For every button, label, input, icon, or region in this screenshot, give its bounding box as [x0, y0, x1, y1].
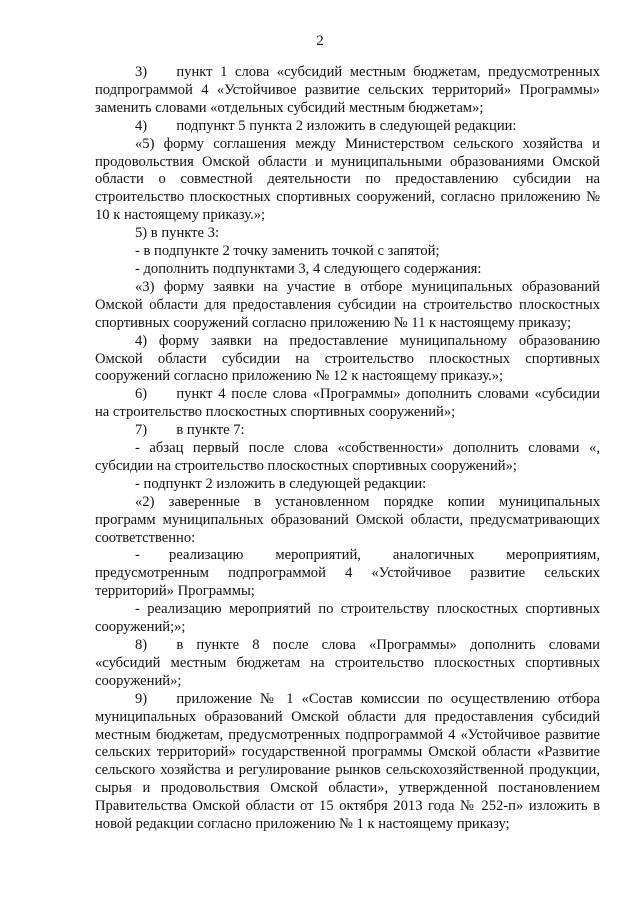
paragraph-item-4: 4) подпункт 5 пункта 2 изложить в следующей редакции: — [135, 117, 517, 134]
paragraph-dash-5: - реализацию мероприятий, аналогичных мероприятиям, предусмотренным подпрограммой 4 «Устойчивое развитие сельских территорий» Программы; — [95, 547, 600, 600]
document-body — [95, 64, 600, 834]
paragraph-dash-1: - в подпункте 2 точку заменить точкой с запятой; — [135, 243, 440, 260]
paragraph-quote-3: «3) форму заявки на участие в отборе муниципальных образований Омской области для предоставления субсидии на строительство плоскостных спортивных сооружений согласно приложению № 11 к настоящему приказу; — [95, 278, 600, 331]
paragraph-dash-2: - дополнить подпунктами 3, 4 следующего содержания: — [135, 260, 482, 277]
paragraph-item-5: 5) в пункте 3: — [135, 225, 220, 242]
paragraph-item-7: 7) в пункте 7: — [135, 422, 245, 439]
paragraph-quote-4: 4) форму заявки на предоставление муниципальному образованию Омской области субсидии на строительство плоскостных спортивных сооружений согласно приложению № 12 к настоящему приказу.»; — [95, 332, 600, 385]
paragraph-item-9: 9) приложение № 1 «Состав комиссии по осуществлению отбора муниципальных образований Омской области для предоставления субсидий местным бюджетам, предусмотренных подпрограммой 4 «Устойчивое развитие сельских территорий» государственной программы Омской области «Развитие сельского хозяйства и регулирование рынков сельскохозяйственной продукции, сырья и продовольствия Омской области», утвержденной постановлением Правительства Омской области от 15 октября 2013 года № 252-п» изложить в новой редакции согласно приложению № 1 к настоящему приказу; — [95, 690, 600, 833]
page-number: 2 — [316, 33, 324, 49]
paragraph-quote-2: «2) заверенные в установленном порядке копии муниципальных программ муниципальных образований Омской области, предусматривающих соответственно: — [95, 493, 600, 546]
paragraph-dash-6: - реализацию мероприятий по строительству плоскостных спортивных сооружений;»; — [95, 601, 600, 636]
paragraph-item-8: 8) в пункте 8 после слова «Программы» дополнить словами «субсидий местным бюджетам на строительство плоскостных спортивных сооружений»; — [95, 637, 600, 689]
paragraph-item-3: 3) пункт 1 слова «субсидий местным бюджетам, предусмотренных подпрограммой 4 «Устойчивое развитие сельских территорий» Программы» заменить словами «отдельных субсидий местным бюджетам»; — [95, 64, 600, 116]
paragraph-dash-4: - подпункт 2 изложить в следующей редакции: — [135, 475, 427, 492]
paragraph-quote-5: «5) форму соглашения между Министерством сельского хозяйства и продовольствия Омской области и муниципальными образованиями Омской области о совместной деятельности по предоставлению субсидии на строительство плоскостных спортивных сооружений, согласно приложению № 10 к настоящему приказу.»; — [95, 135, 600, 224]
paragraph-item-6: 6) пункт 4 после слова «Программы» дополнить словами «субсидии на строительство плоскостных спортивных сооружений»; — [95, 386, 600, 421]
paragraph-dash-3: - абзац первый после слова «собственности» дополнить словами «, субсидии на строительство плоскостных спортивных сооружений»; — [95, 440, 600, 474]
